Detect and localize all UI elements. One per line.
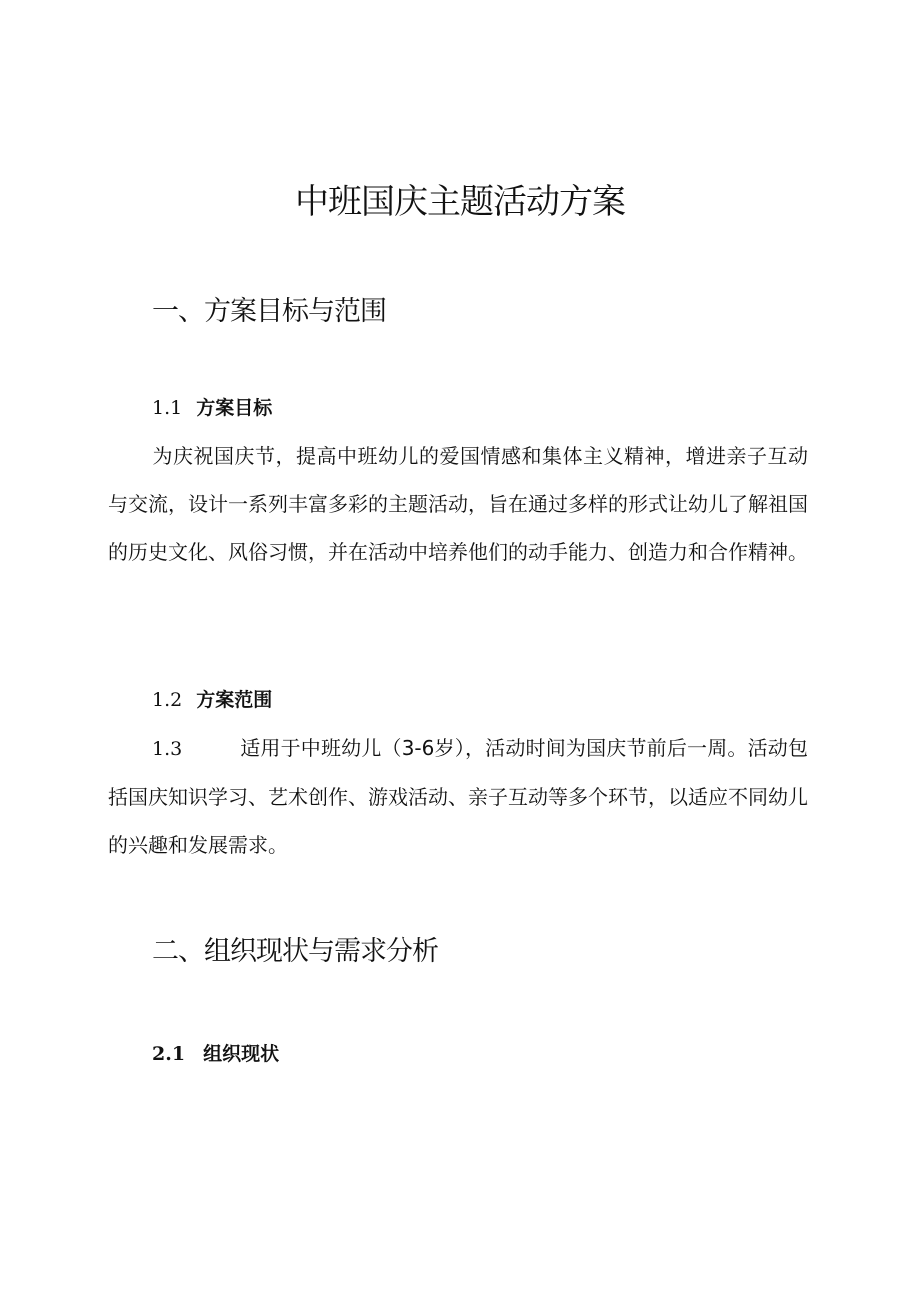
subheading-2-1: [152, 1040, 279, 1068]
document-title: 中班国庆主题活动方案: [295, 182, 625, 222]
subheading-label: 组织现状: [203, 1043, 280, 1065]
subheading-number: 1.2: [152, 689, 183, 711]
subheading-number: 1.1: [152, 397, 183, 419]
item-number: 1.3: [152, 738, 183, 760]
paragraph-objective: [108, 432, 808, 576]
paragraph-scope: [108, 724, 808, 869]
section-heading-1: 一、方案目标与范围: [152, 296, 386, 327]
subheading-label: 方案目标: [196, 397, 273, 419]
section-heading-2: 二、组织现状与需求分析: [152, 936, 438, 967]
subheading-number: 2.1: [152, 1043, 186, 1065]
subheading-label: 方案范围: [196, 689, 273, 711]
paragraph-text: 为庆祝国庆节，提高中班幼儿的爱国情感和集体主义精神，增进亲子互动与交流，设计一系列丰富多彩的主题活动，旨在通过多样的形式让幼儿了解祖国的历史文化、风俗习惯，并在活动中培养他们的动手能力、创造力和合作精神。: [108, 444, 808, 564]
subheading-1-1: [152, 394, 272, 422]
subheading-1-2: [152, 686, 272, 714]
paragraph-text: 适用于中班幼儿（3-6岁），活动时间为国庆节前后一周。活动包括国庆知识学习、艺术创作、游戏活动、亲子互动等多个环节，以适应不同幼儿的兴趣和发展需求。: [108, 736, 808, 857]
